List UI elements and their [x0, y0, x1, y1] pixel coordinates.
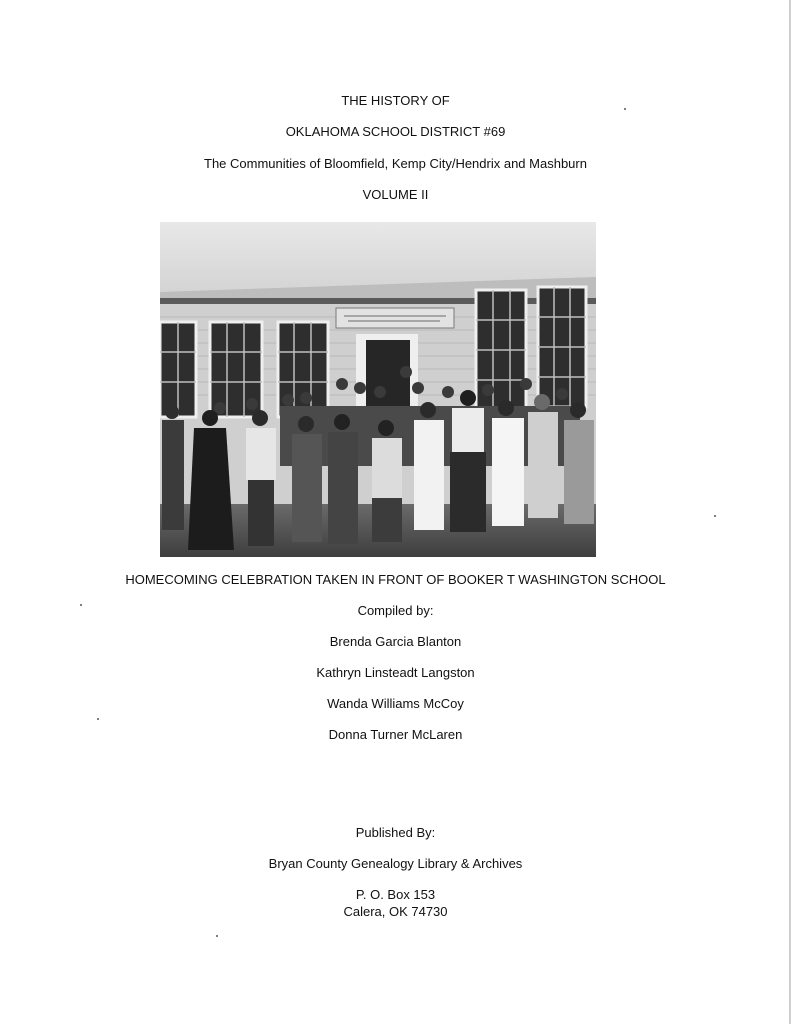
subtitle-communities: The Communities of Bloomfield, Kemp City/Hendrix and Mashburn — [204, 156, 587, 171]
title-line-2: OKLAHOMA SCHOOL DISTRICT #69 — [285, 124, 506, 139]
compiled-by-label: Compiled by: — [357, 603, 434, 618]
title-line-1: THE HISTORY OF — [341, 93, 450, 108]
volume-label: VOLUME II — [362, 187, 429, 202]
compiler-name: Wanda Williams McCoy — [327, 696, 464, 711]
published-by-label: Published By: — [355, 825, 436, 840]
scan-speck — [714, 515, 716, 517]
address-line-1: P. O. Box 153 — [355, 887, 436, 902]
photo-illustration — [160, 222, 596, 557]
scan-speck — [216, 935, 218, 937]
compiler-name: Brenda Garcia Blanton — [329, 634, 462, 649]
publisher-name: Bryan County Genealogy Library & Archives — [268, 856, 523, 871]
compiler-name: Donna Turner McLaren — [328, 727, 463, 742]
address-line-2: Calera, OK 74730 — [343, 904, 448, 919]
scan-speck — [97, 718, 99, 720]
homecoming-photo — [160, 222, 596, 557]
scan-speck — [80, 604, 82, 606]
compiler-name: Kathryn Linsteadt Langston — [316, 665, 475, 680]
photo-caption: HOMECOMING CELEBRATION TAKEN IN FRONT OF BOOKER T WASHINGTON SCHOOL — [125, 572, 666, 587]
scan-speck — [624, 108, 626, 110]
